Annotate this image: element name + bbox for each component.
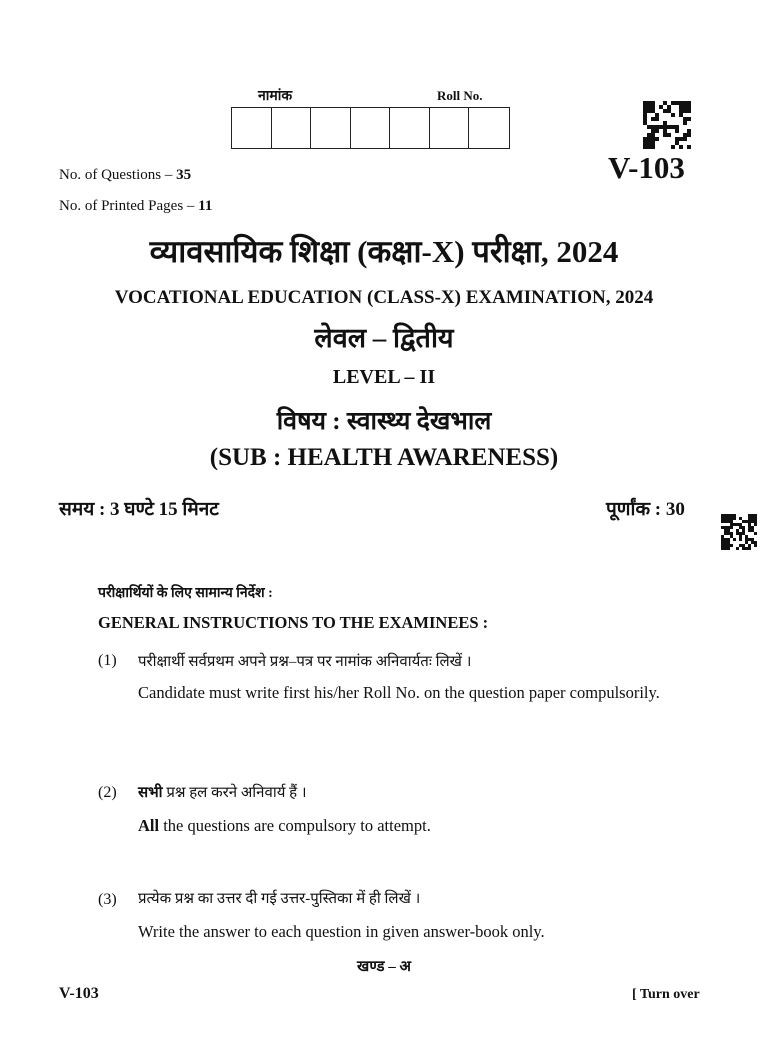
instruction-3-hindi: प्रत्येक प्रश्न का उत्तर दी गई उत्तर-पुस्तिका में ही लिखें । bbox=[138, 891, 421, 907]
instruction-2-english-emphasis: All bbox=[138, 816, 160, 835]
instruction-2-english bbox=[138, 813, 431, 838]
instruction-2-hindi bbox=[138, 782, 307, 802]
subject-hindi: विषय : स्वास्थ्य देखभाल bbox=[276, 408, 492, 435]
instruction-2-english-text: the questions are compulsory to attempt. bbox=[159, 816, 431, 835]
instruction-1-hindi: परीक्षार्थी सर्वप्रथम अपने प्रश्न–पत्र पर नामांक अनिवार्यतः लिखें । bbox=[138, 654, 472, 670]
barcode-icon bbox=[643, 101, 691, 149]
roll-cell[interactable] bbox=[469, 108, 509, 148]
qr-module bbox=[687, 145, 691, 149]
roll-cell[interactable] bbox=[272, 108, 312, 148]
roll-cell[interactable] bbox=[311, 108, 351, 148]
instruction-3-english: Write the answer to each question in given answer-book only. bbox=[138, 922, 545, 941]
questions-count bbox=[59, 167, 191, 184]
qr-code-icon bbox=[721, 514, 757, 550]
full-marks: पूर्णांक : 30 bbox=[606, 499, 685, 520]
instruction-1-english: Candidate must write first his/her Roll No. on the question paper compulsorily. bbox=[138, 683, 660, 702]
level-english: LEVEL – II bbox=[332, 366, 436, 388]
roll-cell[interactable] bbox=[232, 108, 272, 148]
instruction-2-hindi-emphasis: सभी bbox=[138, 785, 163, 801]
pages-label: No. of Printed Pages – bbox=[59, 198, 195, 214]
roll-cell[interactable] bbox=[351, 108, 391, 148]
roll-number-boxes[interactable] bbox=[231, 107, 510, 149]
roll-label-english: Roll No. bbox=[437, 88, 483, 103]
section-heading: खण्ड – अ bbox=[357, 959, 411, 975]
roll-label-hindi: नामांक bbox=[258, 89, 293, 104]
instructions-heading-english: GENERAL INSTRUCTIONS TO THE EXAMINEES : bbox=[98, 613, 489, 632]
instruction-number: (3) bbox=[98, 891, 117, 908]
turn-over-label: [ Turn over bbox=[632, 987, 700, 1002]
title-english: VOCATIONAL EDUCATION (CLASS-X) EXAMINATION, 2024 bbox=[114, 287, 654, 308]
paper-code: V-103 bbox=[608, 150, 685, 185]
time-allowed: समय : 3 घण्टे 15 मिनट bbox=[59, 499, 219, 520]
instruction-number: (2) bbox=[98, 784, 117, 801]
roll-cell[interactable] bbox=[390, 108, 430, 148]
pages-value: 11 bbox=[198, 198, 213, 214]
title-hindi: व्यावसायिक शिक्षा (कक्षा-X) परीक्षा, 2024 bbox=[149, 234, 619, 269]
roll-cell[interactable] bbox=[430, 108, 470, 148]
instruction-number: (1) bbox=[98, 652, 117, 669]
instructions-heading-hindi: परीक्षार्थियों के लिए सामान्य निर्देश : bbox=[98, 586, 273, 601]
subject-english: (SUB : HEALTH AWARENESS) bbox=[209, 444, 559, 471]
questions-label: No. of Questions – bbox=[59, 167, 173, 183]
questions-value: 35 bbox=[176, 167, 192, 183]
qr-module bbox=[754, 547, 757, 550]
instruction-2-hindi-text: प्रश्न हल करने अनिवार्य हैं । bbox=[162, 785, 307, 801]
pages-count bbox=[59, 198, 212, 215]
footer-paper-code: V-103 bbox=[59, 985, 99, 1002]
level-hindi: लेवल – द्वितीय bbox=[314, 323, 454, 353]
